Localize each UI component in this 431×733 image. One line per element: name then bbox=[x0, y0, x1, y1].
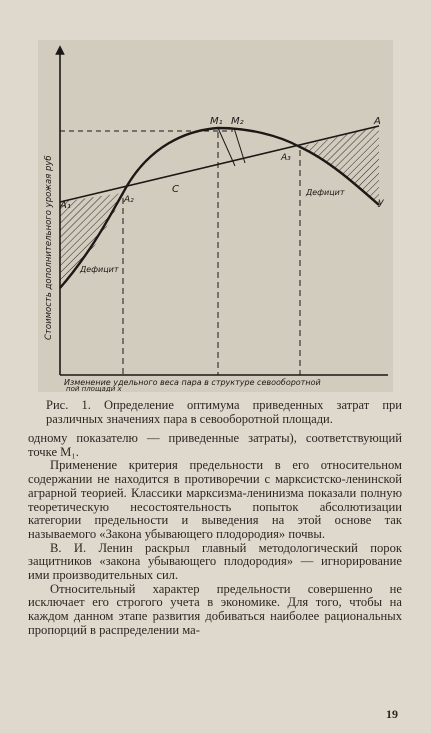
label-deficit-left: Дефицит bbox=[80, 265, 119, 274]
figure-optimum-chart bbox=[38, 40, 393, 392]
paragraph-1: одному показателю — приведенные затраты), соответствующий точке М₁. bbox=[28, 431, 402, 459]
label-deficit-right: Дефицит bbox=[306, 188, 345, 197]
label-a3: A₃ bbox=[281, 153, 291, 163]
paragraph-4: Относительный характер предельности совершенно не исключает его строгого учета в экономике. Для того, чтобы на каждом данном этапе развития добиваться наиболее рациональных пропорций в распределении ма- bbox=[28, 581, 402, 637]
label-c: C bbox=[172, 184, 179, 195]
m1-line bbox=[218, 128, 235, 166]
paragraph-2: Применение критерия предельности в его относительном содержании не находится в противоречии с марксистско-ленинской аграрной теорией. Классики марксизма-ленинизма показали полную теоретическую несостоятельность попыток абсолютизации категории предельности и выведения на этой основе так называемого «Закона убывающего плодородия» почвы. bbox=[28, 458, 402, 541]
label-m1: M₁ bbox=[210, 116, 223, 127]
body-text bbox=[28, 432, 402, 638]
label-a2: A₂ bbox=[124, 195, 134, 205]
label-a-right: A bbox=[374, 116, 381, 127]
label-a1: A₁ bbox=[60, 200, 71, 211]
figure-caption: Рис. 1. Определение оптимума приведенных затрат при различных значениях пара в севооборотной площади. bbox=[46, 398, 402, 426]
page-number: 19 bbox=[386, 707, 398, 721]
x-axis-label-line2: пой площади х bbox=[66, 385, 122, 392]
x-axis-label-line1: Изменение удельного веса пара в структуре севооборотной bbox=[64, 378, 321, 387]
paragraph-3: В. И. Ленин раскрыл главный методологический порок защитников «закона убывающего плодородия» — игнорирование ими производительных сил. bbox=[28, 540, 402, 583]
label-y: у bbox=[378, 197, 384, 208]
label-m2: M₂ bbox=[231, 116, 244, 127]
diagram-svg bbox=[38, 40, 393, 392]
y-axis-label: Стоимость дополнительного урожая руб bbox=[44, 155, 54, 340]
m2-line bbox=[234, 128, 245, 163]
